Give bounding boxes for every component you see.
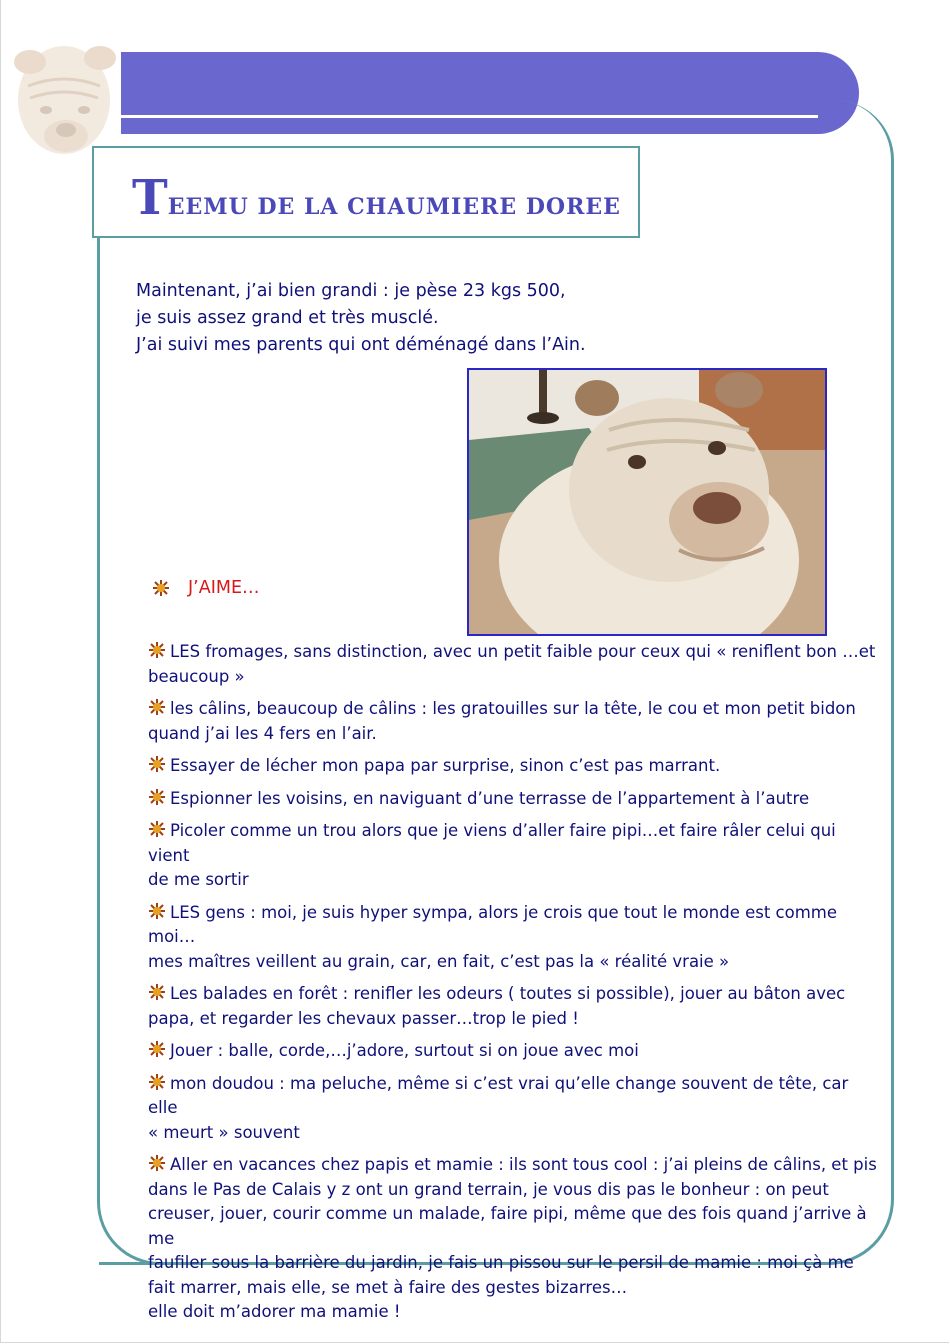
list-item — [148, 1039, 880, 1064]
starburst-bullet-icon — [148, 788, 166, 806]
starburst-bullet-icon — [148, 755, 166, 773]
intro-line: Maintenant, j’ai bien grandi : je pèse 23 kgs 500, — [136, 281, 566, 301]
dog-photo — [467, 368, 827, 636]
starburst-bullet-icon — [148, 1154, 166, 1172]
list-item-text: elle doit m’adorer ma mamie ! — [148, 1302, 401, 1321]
list-item — [148, 901, 880, 975]
list-item-text: de me sortir — [148, 870, 249, 889]
list-item-text: les câlins, beaucoup de câlins : les gratouilles sur la tête, le cou et mon petit bidon — [170, 699, 856, 718]
shar-pei-photo-image — [469, 370, 825, 634]
aime-heading — [152, 578, 260, 598]
list-item-text: mon doudou : ma peluche, même si c’est vrai qu’elle change souvent de tête, car elle — [148, 1073, 849, 1117]
list-item-text: quand j’ai les 4 fers en l’air. — [148, 723, 377, 743]
likes-list — [148, 640, 880, 1333]
list-item-text: beaucoup » — [148, 666, 245, 686]
title-rest: EEMU DE LA CHAUMIERE DOREE — [167, 194, 621, 220]
starburst-bullet-icon — [148, 820, 166, 838]
list-item-text: Picoler comme un trou alors que je viens d’aller faire pipi…et faire râler celui qui vient — [148, 821, 836, 865]
list-item-text: fait marrer, mais elle, se met à faire des gestes bizarres… — [148, 1277, 628, 1297]
list-item-text: LES gens : moi, je suis hyper sympa, alors je crois que tout le monde est comme moi… — [148, 902, 838, 946]
starburst-bullet-icon — [148, 1073, 166, 1091]
list-item — [148, 982, 880, 1031]
list-item-text: Les balades en forêt : renifler les odeurs ( toutes si possible), jouer au bâton avec — [170, 984, 846, 1003]
intro-line: J’ai suivi mes parents qui ont déménagé dans l’Ain. — [136, 335, 586, 355]
list-item — [148, 819, 880, 893]
intro-paragraph — [136, 278, 736, 359]
page-title — [132, 170, 621, 226]
aime-label: J’AIME… — [188, 578, 260, 598]
list-item-text: Essayer de lécher mon papa par surprise, sinon c’est pas marrant. — [170, 756, 721, 775]
list-item-text: creuser, jouer, courir comme un malade, faire pipi, même que des fois quand j’arrive à me — [148, 1204, 867, 1248]
starburst-bullet-icon — [148, 902, 166, 920]
list-item-text: faufiler sous la barrière du jardin, je fais un pissou sur le persil de mamie : moi çà me — [148, 1253, 854, 1272]
list-item-text: papa, et regarder les chevaux passer…trop le pied ! — [148, 1008, 579, 1028]
list-item — [148, 1153, 880, 1325]
list-item-text: « meurt » souvent — [148, 1122, 300, 1142]
list-item — [148, 754, 880, 779]
list-item — [148, 1072, 880, 1146]
starburst-bullet-icon — [152, 579, 170, 597]
list-item-text: Espionner les voisins, en naviguant d’une terrasse de l’appartement à l’autre — [170, 788, 810, 808]
starburst-bullet-icon — [148, 641, 166, 659]
list-item — [148, 640, 880, 689]
title-initial: T — [132, 170, 168, 226]
title-box — [92, 146, 640, 238]
starburst-bullet-icon — [148, 698, 166, 716]
list-item — [148, 697, 880, 746]
starburst-bullet-icon — [148, 983, 166, 1001]
list-item — [148, 787, 880, 812]
list-item-text: mes maîtres veillent au grain, car, en fait, c’est pas la « réalité vraie » — [148, 951, 730, 971]
list-item-text: LES fromages, sans distinction, avec un petit faible pour ceux qui « reniflent bon …et — [170, 642, 876, 661]
intro-line: je suis assez grand et très musclé. — [136, 308, 439, 328]
list-item-text: dans le Pas de Calais y z ont un grand terrain, je vous dis pas le bonheur : on peut — [148, 1179, 829, 1199]
list-item-text: Jouer : balle, corde,…j’adore, surtout si on joue avec moi — [170, 1041, 639, 1060]
starburst-bullet-icon — [148, 1040, 166, 1058]
list-item-text: Aller en vacances chez papis et mamie : ils sont tous cool : j’ai pleins de câlins, et pis — [170, 1155, 877, 1174]
